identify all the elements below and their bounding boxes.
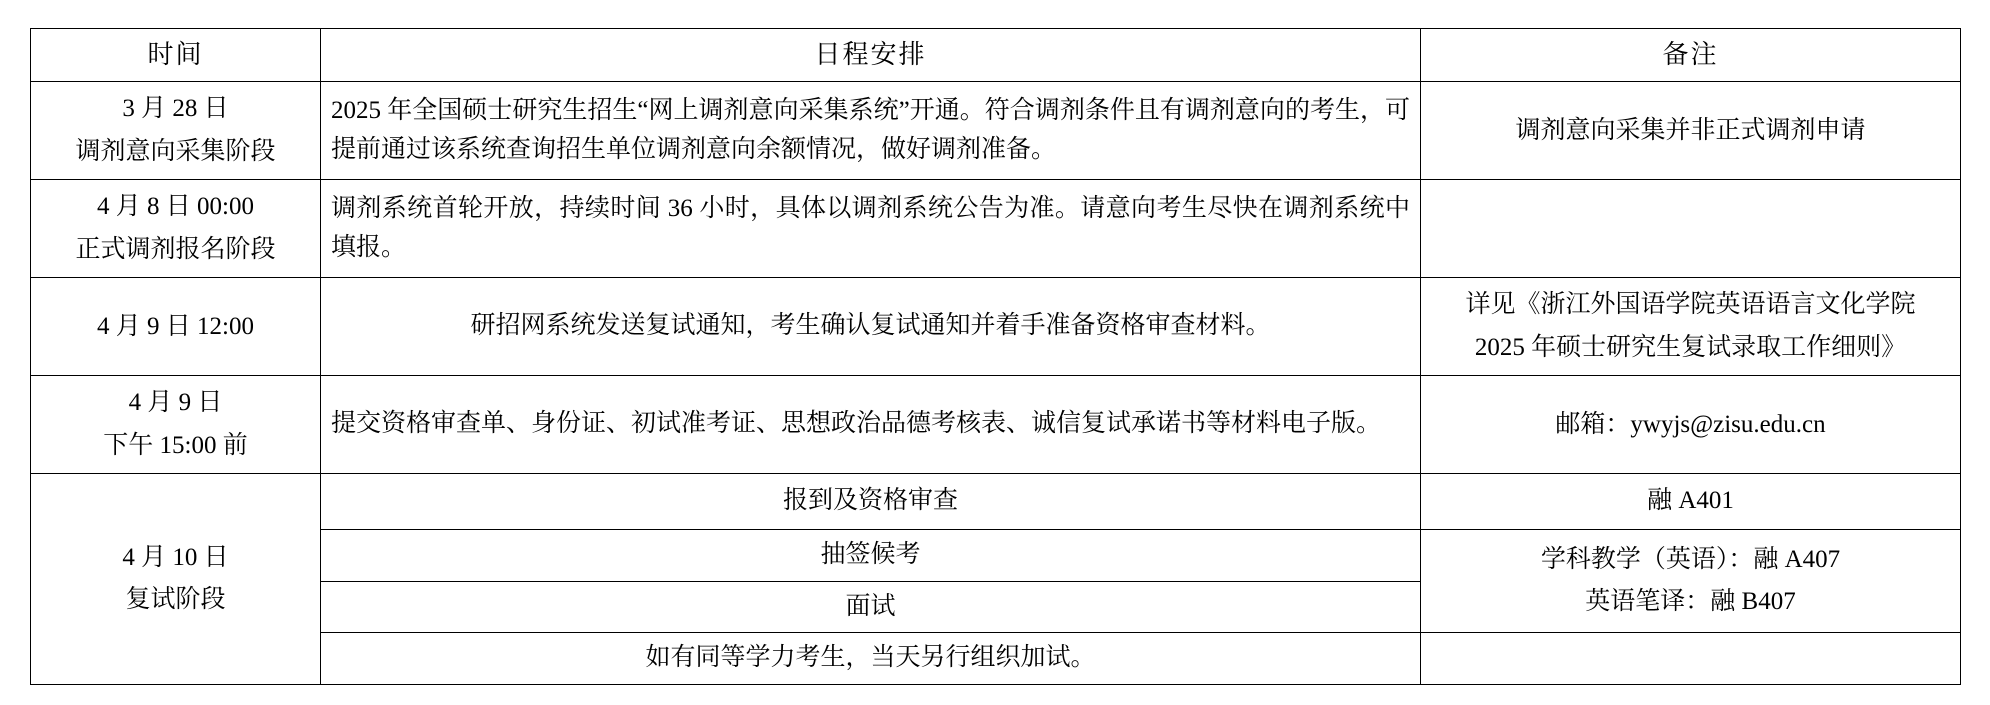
- time-line-1: 4 月 10 日: [122, 543, 229, 571]
- table-row: [31, 278, 1961, 376]
- time-cell: [31, 180, 321, 278]
- time-line-2: 复试阶段: [125, 586, 226, 614]
- table-row: [31, 474, 1961, 530]
- column-header-note: 备注: [1421, 29, 1961, 82]
- note-cell: [1421, 529, 1961, 633]
- note-line-1: 详见《浙江外国语学院英语语言文化学院: [1465, 291, 1916, 319]
- table-header-row: [31, 29, 1961, 82]
- time-line-1: 4 月 9 日 12:00: [97, 312, 254, 340]
- time-cell-group: [31, 474, 321, 685]
- time-line-1: 4 月 9 日: [128, 389, 223, 417]
- time-cell: [31, 376, 321, 474]
- note-line-1: 学科教学（英语）：融 A407: [1540, 545, 1841, 573]
- column-header-schedule: 日程安排: [321, 29, 1421, 82]
- note-cell: [1421, 278, 1961, 376]
- schedule-cell: 研招网系统发送复试通知，考生确认复试通知并着手准备资格审查材料。: [321, 278, 1421, 376]
- schedule-cell: 2025 年全国硕士研究生招生“网上调剂意向采集系统”开通。符合调剂条件且有调剂意向的考生，可提前通过该系统查询招生单位调剂意向余额情况，做好调剂准备。: [321, 82, 1421, 180]
- table-row: [31, 529, 1961, 581]
- time-line-2: 正式调剂报名阶段: [75, 235, 276, 263]
- time-line-2: 调剂意向采集阶段: [75, 137, 276, 165]
- time-line-1: 3 月 28 日: [122, 95, 229, 123]
- table-row: [31, 633, 1961, 685]
- schedule-cell: 调剂系统首轮开放，持续时间 36 小时，具体以调剂系统公告为准。请意向考生尽快在调剂系统中填报。: [321, 180, 1421, 278]
- schedule-cell: 面试: [321, 581, 1421, 633]
- time-cell: [31, 82, 321, 180]
- note-cell: [1421, 180, 1961, 278]
- note-line-2: 英语笔译：融 B407: [1585, 588, 1796, 616]
- note-cell: 融 A401: [1421, 474, 1961, 530]
- note-cell: 调剂意向采集并非正式调剂申请: [1421, 82, 1961, 180]
- schedule-cell: 提交资格审查单、身份证、初试准考证、思想政治品德考核表、诚信复试承诺书等材料电子版。: [321, 376, 1421, 474]
- table-row: [31, 82, 1961, 180]
- note-line-2: 2025 年硕士研究生复试录取工作细则》: [1474, 333, 1907, 361]
- schedule-cell: 如有同等学力考生，当天另行组织加试。: [321, 633, 1421, 685]
- time-line-2: 下午 15:00 前: [103, 431, 248, 459]
- table-row: [31, 376, 1961, 474]
- table-row: [31, 180, 1961, 278]
- time-cell: [31, 278, 321, 376]
- note-cell: [1421, 633, 1961, 685]
- schedule-table: [30, 28, 1961, 685]
- column-header-time: 时间: [31, 29, 321, 82]
- schedule-cell: 抽签候考: [321, 529, 1421, 581]
- note-cell: 邮箱：ywyjs@zisu.edu.cn: [1421, 376, 1961, 474]
- time-line-1: 4 月 8 日 00:00: [97, 193, 254, 221]
- schedule-cell: 报到及资格审查: [321, 474, 1421, 530]
